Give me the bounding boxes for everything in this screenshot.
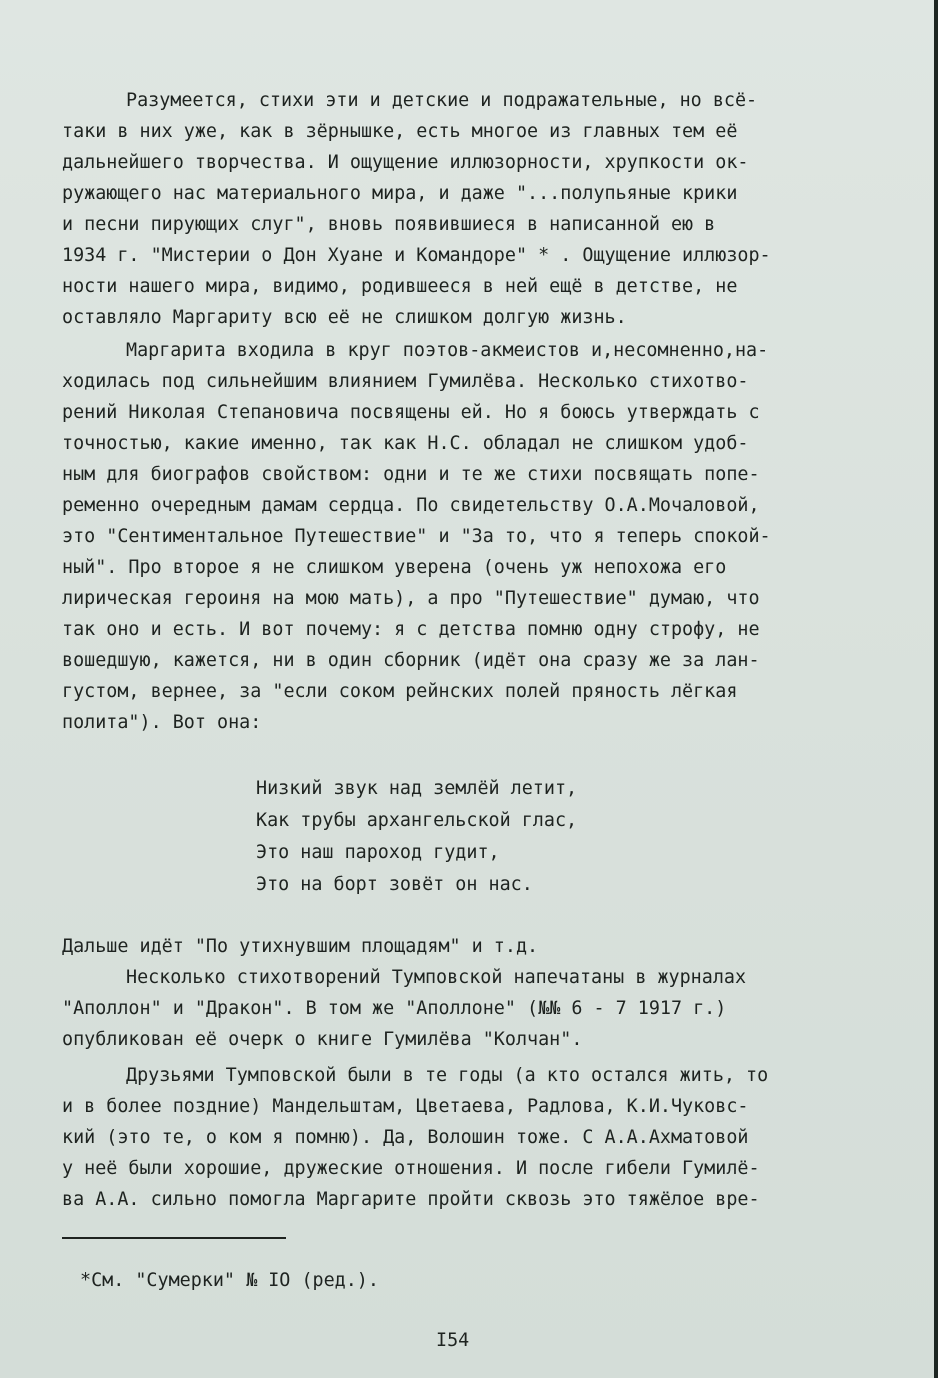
text-line: Это наш пароход гудит, <box>256 842 500 863</box>
text-line: ременно очередным дамам сердца. По свидетельству О.А.Мочаловой, <box>62 495 760 516</box>
text-line: дальнейшего творчества. И ощущение иллюзорности, хрупкости ок- <box>62 152 749 173</box>
text-line: Низкий звук над землёй летит, <box>256 778 578 799</box>
text-line: точностью, какие именно, так как Н.С. обладал не слишком удоб- <box>62 433 749 454</box>
text-line: у неё были хорошие, дружеские отношения. И после гибели Гумилё- <box>62 1158 760 1179</box>
text-line: Дальше идёт "По утихнувшим площадям" и т.д. <box>62 936 539 957</box>
text-line: опубликован её очерк о книге Гумилёва "Колчан". <box>62 1029 583 1050</box>
page-edge <box>934 0 938 1378</box>
text-line: Несколько стихотворений Тумповской напечатаны в журналах <box>126 967 747 988</box>
text-line: густом, вернее, за "если соком рейнских полей пряность лёгкая <box>62 681 738 702</box>
text-line: ходилась под сильнейшим влиянием Гумилёва. Несколько стихотво- <box>62 371 749 392</box>
text-line: вошедшую, кажется, ни в один сборник (идёт она сразу же за лан- <box>62 650 760 671</box>
text-line: Друзьями Тумповской были в те годы (а кто остался жить, то <box>126 1065 769 1086</box>
text-line: "Аполлон" и "Дракон". В том же "Аполлоне" (№№ 6 - 7 1917 г.) <box>62 998 727 1019</box>
text-line: ва А.А. сильно помогла Маргарите пройти сквозь это тяжёлое вре- <box>62 1189 760 1210</box>
text-line: и песни пирующих слуг", вновь появившиеся в написанной ею в <box>62 214 716 235</box>
text-line: ным для биографов свойством: одни и те же стихи посвящать попе- <box>62 464 760 485</box>
text-line: таки в них уже, как в зёрнышке, есть многое из главных тем её <box>62 121 738 142</box>
text-line: рений Николая Степановича посвящены ей. Но я боюсь утверждать с <box>62 402 760 423</box>
text-line: ружающего нас материального мира, и даже "...полупьяные крики <box>62 183 738 204</box>
text-line: полита"). Вот она: <box>62 712 262 733</box>
text-line: так оно и есть. И вот почему: я с детства помню одну строфу, не <box>62 619 760 640</box>
text-line: Маргарита входила в круг поэтов-акмеистов и,несомненно,на- <box>126 340 769 361</box>
text-line: Это на борт зовёт он нас. <box>256 874 533 895</box>
text-line: ности нашего мира, видимо, родившееся в ней ещё в детстве, не <box>62 276 738 297</box>
text-line: это "Сентиментальное Путешествие" и "За то, что я теперь спокой- <box>62 526 771 547</box>
footnote-rule <box>62 1237 286 1239</box>
text-line: 1934 г. "Мистерии о Дон Хуане и Командоре" * . Ощущение иллюзор- <box>62 245 771 266</box>
text-line: и в более поздние) Мандельштам, Цветаева, Радлова, К.И.Чуковс- <box>62 1096 749 1117</box>
text-line: лирическая героиня на мою мать), а про "Путешествие" думаю, что <box>62 588 760 609</box>
text-line: Как трубы архангельской глас, <box>256 810 578 831</box>
page-number: I54 <box>436 1330 470 1351</box>
footnote: *См. "Сумерки" № IO (ред.). <box>80 1270 379 1291</box>
text-line: кий (это те, о ком я помню). Да, Волошин тоже. С А.А.Ахматовой <box>62 1127 749 1148</box>
text-line: Разумеется, стихи эти и детские и подражательные, но всё- <box>126 90 758 111</box>
text-line: оставляло Маргариту всю её не слишком долгую жизнь. <box>62 307 627 328</box>
text-line: ный". Про второе я не слишком уверена (очень уж непохожа его <box>62 557 727 578</box>
